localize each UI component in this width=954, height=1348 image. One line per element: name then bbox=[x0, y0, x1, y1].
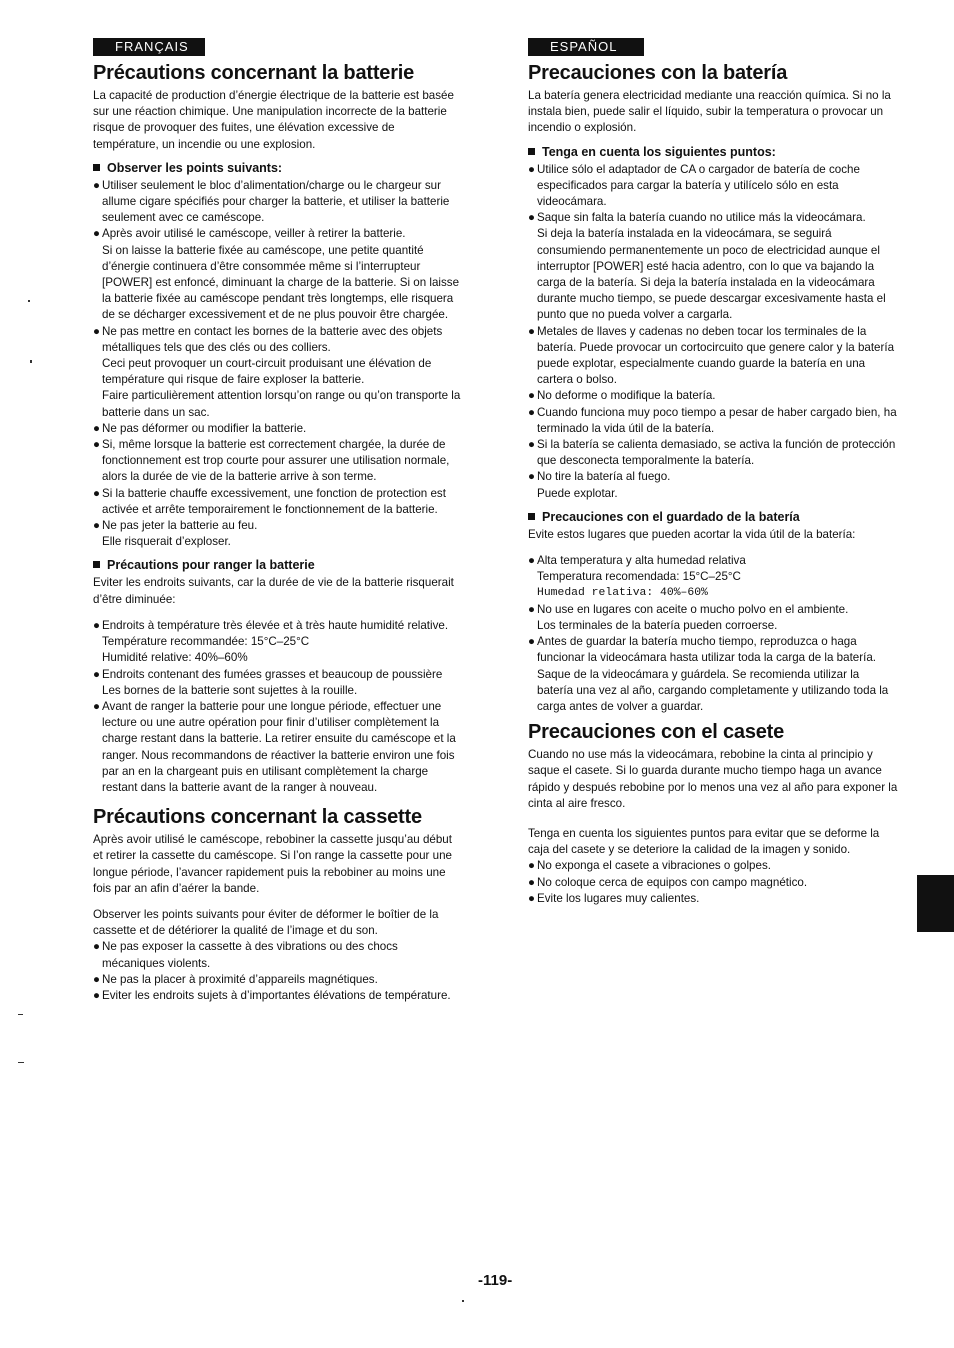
list-item: ● Utilice sólo el adaptador de CA o cargador de batería de coche especificados para cargar la batería y utilícelo sólo en esta videocámara. bbox=[528, 162, 860, 209]
scan-speck bbox=[28, 300, 30, 302]
square-bullet-icon bbox=[93, 164, 100, 171]
column-spanish bbox=[528, 38, 898, 907]
battery-title-es: Precauciones con la batería bbox=[528, 62, 788, 84]
list-item: ● No use en lugares con aceite o mucho polvo en el ambiente. Los terminales de la batería pueden corroerse. bbox=[528, 602, 849, 632]
scan-speck bbox=[462, 1300, 464, 1302]
list-item: ● Cuando funciona muy poco tiempo a pesar de haber cargado bien, ha terminado la vida útil de la batería. bbox=[528, 405, 897, 435]
list-item: ● Alta temperatura y alta humedad relativa Temperatura recomendada: 15°C–25°C Humedad relativa: 40%–60% bbox=[528, 554, 746, 600]
battery-points-list-fr bbox=[93, 178, 463, 551]
list-item: ● Ne pas jeter la batterie au feu. Elle risquerait d’exploser. bbox=[93, 519, 258, 549]
battery-title-fr: Précautions concernant la batterie bbox=[93, 62, 415, 84]
list-item: ● Avant de ranger la batterie pour une longue période, effectuer une lecture ou une autre opération pour finir d’utiliser complètement la charge restant dans la batterie. La retirer ensuite du caméscope et la ranger. Nous recommandons de réactiver la batterie environ une fois par an en la chargeant puis en utilisant complètement la charge restant dans la batterie avant de la ranger à nouveau. bbox=[93, 699, 456, 794]
list-item: ● Si, même lorsque la batterie est correctement chargée, la durée de fonctionnement est trop courte pour assurer une utilisation normale, alors la durée de vie de la batterie arrive à son terme. bbox=[93, 438, 450, 484]
scan-speck bbox=[18, 1014, 23, 1015]
page-number: -119- bbox=[478, 1272, 513, 1289]
list-item: ● No coloque cerca de equipos con campo magnético. bbox=[528, 875, 808, 889]
battery-intro-es: La batería genera electricidad mediante una reacción química. Si no la instala bien, puede salir el líquido, subir la temperatura o provocar un incendio o explosión. bbox=[528, 89, 891, 135]
storage-heading-fr: Précautions pour ranger la batterie bbox=[93, 558, 463, 573]
square-bullet-icon bbox=[528, 148, 535, 155]
list-item: ● No exponga el casete a vibraciones o golpes. bbox=[528, 859, 771, 873]
list-item: ● Ne pas mettre en contact les bornes de la batterie avec des objets métalliques tels que des clés ou des colliers. Ceci peut provoquer un court-circuit produisant une élévation de température qui risque de faire exploser la batterie. Faire particulièrement attention lorsqu’on range ou qu’on transporte la batterie dans un sac. bbox=[93, 324, 461, 419]
storage-heading-es: Precauciones con el guardado de la batería bbox=[528, 510, 898, 525]
scan-speck bbox=[18, 1062, 24, 1063]
list-item: ● Metales de llaves y cadenas no deben tocar los terminales de la batería. Puede provocar un cortocircuito que genere calor y la batería puede explotar, especialmente cuando guarde la batería en una cartera o bolso. bbox=[528, 324, 895, 387]
list-item: ● Si la batería se calienta demasiado, se activa la función de protección que desconecta temporalmente la batería. bbox=[528, 438, 896, 468]
list-item: ● Saque sin falta la batería cuando no utilice más la videocámara. Si deja la batería instalada en la videocámara, se seguirá consumiendo permanentemente un poco de electricidad aunque el interruptor [POWER] esté hacia adentro, con lo que va bajando la carga de la batería. Si deja la batería instalada en la videocámara durante mucho tiempo, se puede descargar excesivamente hasta el punto que no pueda volver a cargarla. bbox=[528, 211, 886, 322]
list-item: ● Utiliser seulement le bloc d’alimentation/charge ou le chargeur sur allume cigare spécifiés pour charger la batterie, et utiliser la batterie seulement avec ce caméscope. bbox=[93, 178, 450, 225]
language-tab-french: FRANÇAIS bbox=[93, 38, 205, 56]
column-french bbox=[93, 38, 463, 1004]
language-tab-spanish: ESPAÑOL bbox=[528, 38, 644, 56]
cassette-list-fr bbox=[93, 939, 463, 1004]
list-item: ● Ne pas la placer à proximité d’appareils magnétiques. bbox=[93, 972, 378, 986]
cassette-title-fr: Précautions concernant la cassette bbox=[93, 806, 422, 829]
battery-intro-fr: La capacité de production d’énergie électrique de la batterie est basée sur une réaction chimique. Une manipulation incorrecte de la batterie risque de provoquer des fuites, une élévation excessive de température, un incendie ou une explosion. bbox=[93, 89, 454, 151]
list-item: ● Evite los lugares muy calientes. bbox=[528, 891, 700, 905]
list-item: ● Endroits à température très élevée et à très haute humidité relative. Température recommandée: 15°C–25°C Humidité relative: 40%–60% bbox=[93, 618, 449, 665]
list-item: ● Ne pas exposer la cassette à des vibrations ou des chocs mécaniques violents. bbox=[93, 940, 398, 970]
cassette-intro2-es: Tenga en cuenta los siguientes puntos para evitar que se deforme la caja del casete y se deteriore la calidad de la imagen y sonido. bbox=[528, 826, 880, 857]
square-bullet-icon bbox=[93, 561, 100, 568]
list-item: ● Ne pas déformer ou modifier la batterie. bbox=[93, 421, 307, 435]
points-heading-es: Tenga en cuenta los siguientes puntos: bbox=[528, 145, 898, 160]
list-item: ● Endroits contenant des fumées grasses et beaucoup de poussière Les bornes de la batterie sont sujettes à la rouille. bbox=[93, 667, 443, 697]
square-bullet-icon bbox=[528, 513, 535, 520]
list-item: ● Si la batterie chauffe excessivement, une fonction de protection est activée et arrête temporairement le fonctionnement de la batterie. bbox=[93, 486, 446, 516]
list-item: ● Eviter les endroits sujets à d’importantes élévations de température. bbox=[93, 988, 451, 1002]
cassette-intro-es: Cuando no use más la videocámara, rebobine la cinta al principio y saque el casete. Si lo guarda durante mucho tiempo haga un avance rápido y después rebobine por lo menos una vez al año para exponer la cinta al aire fresco. bbox=[528, 748, 898, 810]
storage-list-fr bbox=[93, 618, 463, 796]
cassette-intro-fr: Après avoir utilisé le caméscope, rebobiner la cassette jusqu’au début et retirer la cassette du caméscope. Si l’on range la cassette pour une longue période, l’avancer rapidement puis la rebobiner au moins une fois par an afin d’aérer la bande. bbox=[93, 833, 452, 895]
scan-speck bbox=[30, 360, 32, 363]
section-side-tab bbox=[917, 875, 954, 932]
points-heading-fr: Observer les points suivants: bbox=[93, 161, 463, 176]
list-item: ● No tire la batería al fuego. Puede explotar. bbox=[528, 470, 671, 500]
cassette-intro2-fr: Observer les points suivants pour éviter de déformer le boîtier de la cassette et de détériorer la qualité de l’image et du son. bbox=[93, 907, 439, 938]
cassette-list-es bbox=[528, 858, 898, 907]
battery-points-list-es bbox=[528, 162, 898, 502]
storage-list-es bbox=[528, 553, 898, 715]
list-item: ● Après avoir utilisé le caméscope, veiller à retirer la batterie. Si on laisse la batterie fixée au caméscope, une petite quantité d’énergie continuera d’être consommée même si l’interrupteur [POWER] est enfoncé, diminuant la charge de la batterie. Si on laisse la batterie fixée au caméscope pendant très longtemps, elle risquera de se décharger excessivement et de ne plus pouvoir être chargée. bbox=[93, 227, 460, 322]
list-item: ● Antes de guardar la batería mucho tiempo, reproduzca o haga funcionar la videocámara hasta utilizar toda la carga de la batería. Saque de la videocámara y guárdela. Se recomienda utilizar la batería una vez al año, cargando completamente y utilizando toda la carga antes de volver a guardar. bbox=[528, 635, 889, 713]
list-item: ● No deforme o modifique la batería. bbox=[528, 389, 716, 403]
storage-intro-fr: Eviter les endroits suivants, car la durée de vie de la batterie risquerait d’être diminuée: bbox=[93, 576, 454, 606]
cassette-title-es: Precauciones con el casete bbox=[528, 721, 785, 744]
storage-intro-es: Evite estos lugares que pueden acortar la vida útil de la batería: bbox=[528, 527, 856, 541]
